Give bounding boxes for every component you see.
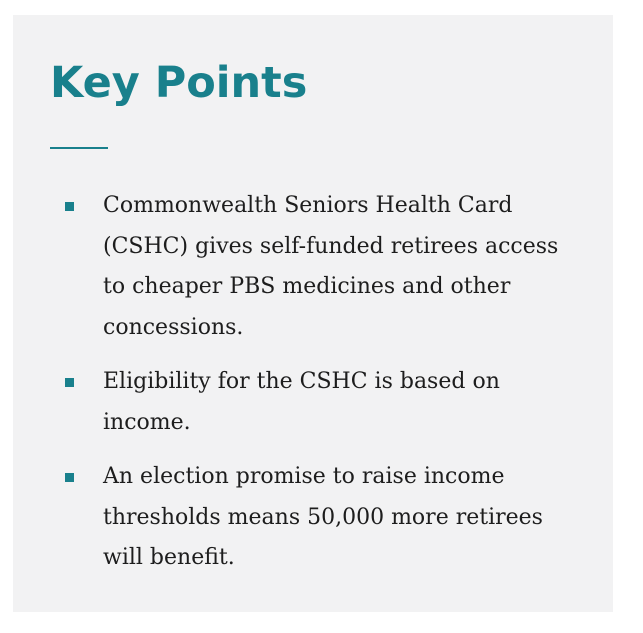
list-item: [65, 362, 575, 443]
list-item-text: Eligibility for the CSHC is based on income.: [103, 369, 500, 435]
key-points-list: [65, 186, 575, 593]
square-bullet-icon: [65, 473, 74, 482]
list-item: [65, 186, 575, 348]
square-bullet-icon: [65, 202, 74, 211]
key-points-card: [13, 15, 613, 612]
title-divider: [50, 147, 108, 149]
list-item-text: An election promise to raise income thresholds means 50,000 more retirees will benefit.: [103, 464, 543, 570]
list-item-text: Commonwealth Seniors Health Card (CSHC) gives self-funded retirees access to cheaper PBS medicines and other concessions.: [103, 193, 559, 340]
key-points-title: Key Points: [50, 58, 308, 108]
square-bullet-icon: [65, 378, 74, 387]
list-item: [65, 457, 575, 579]
